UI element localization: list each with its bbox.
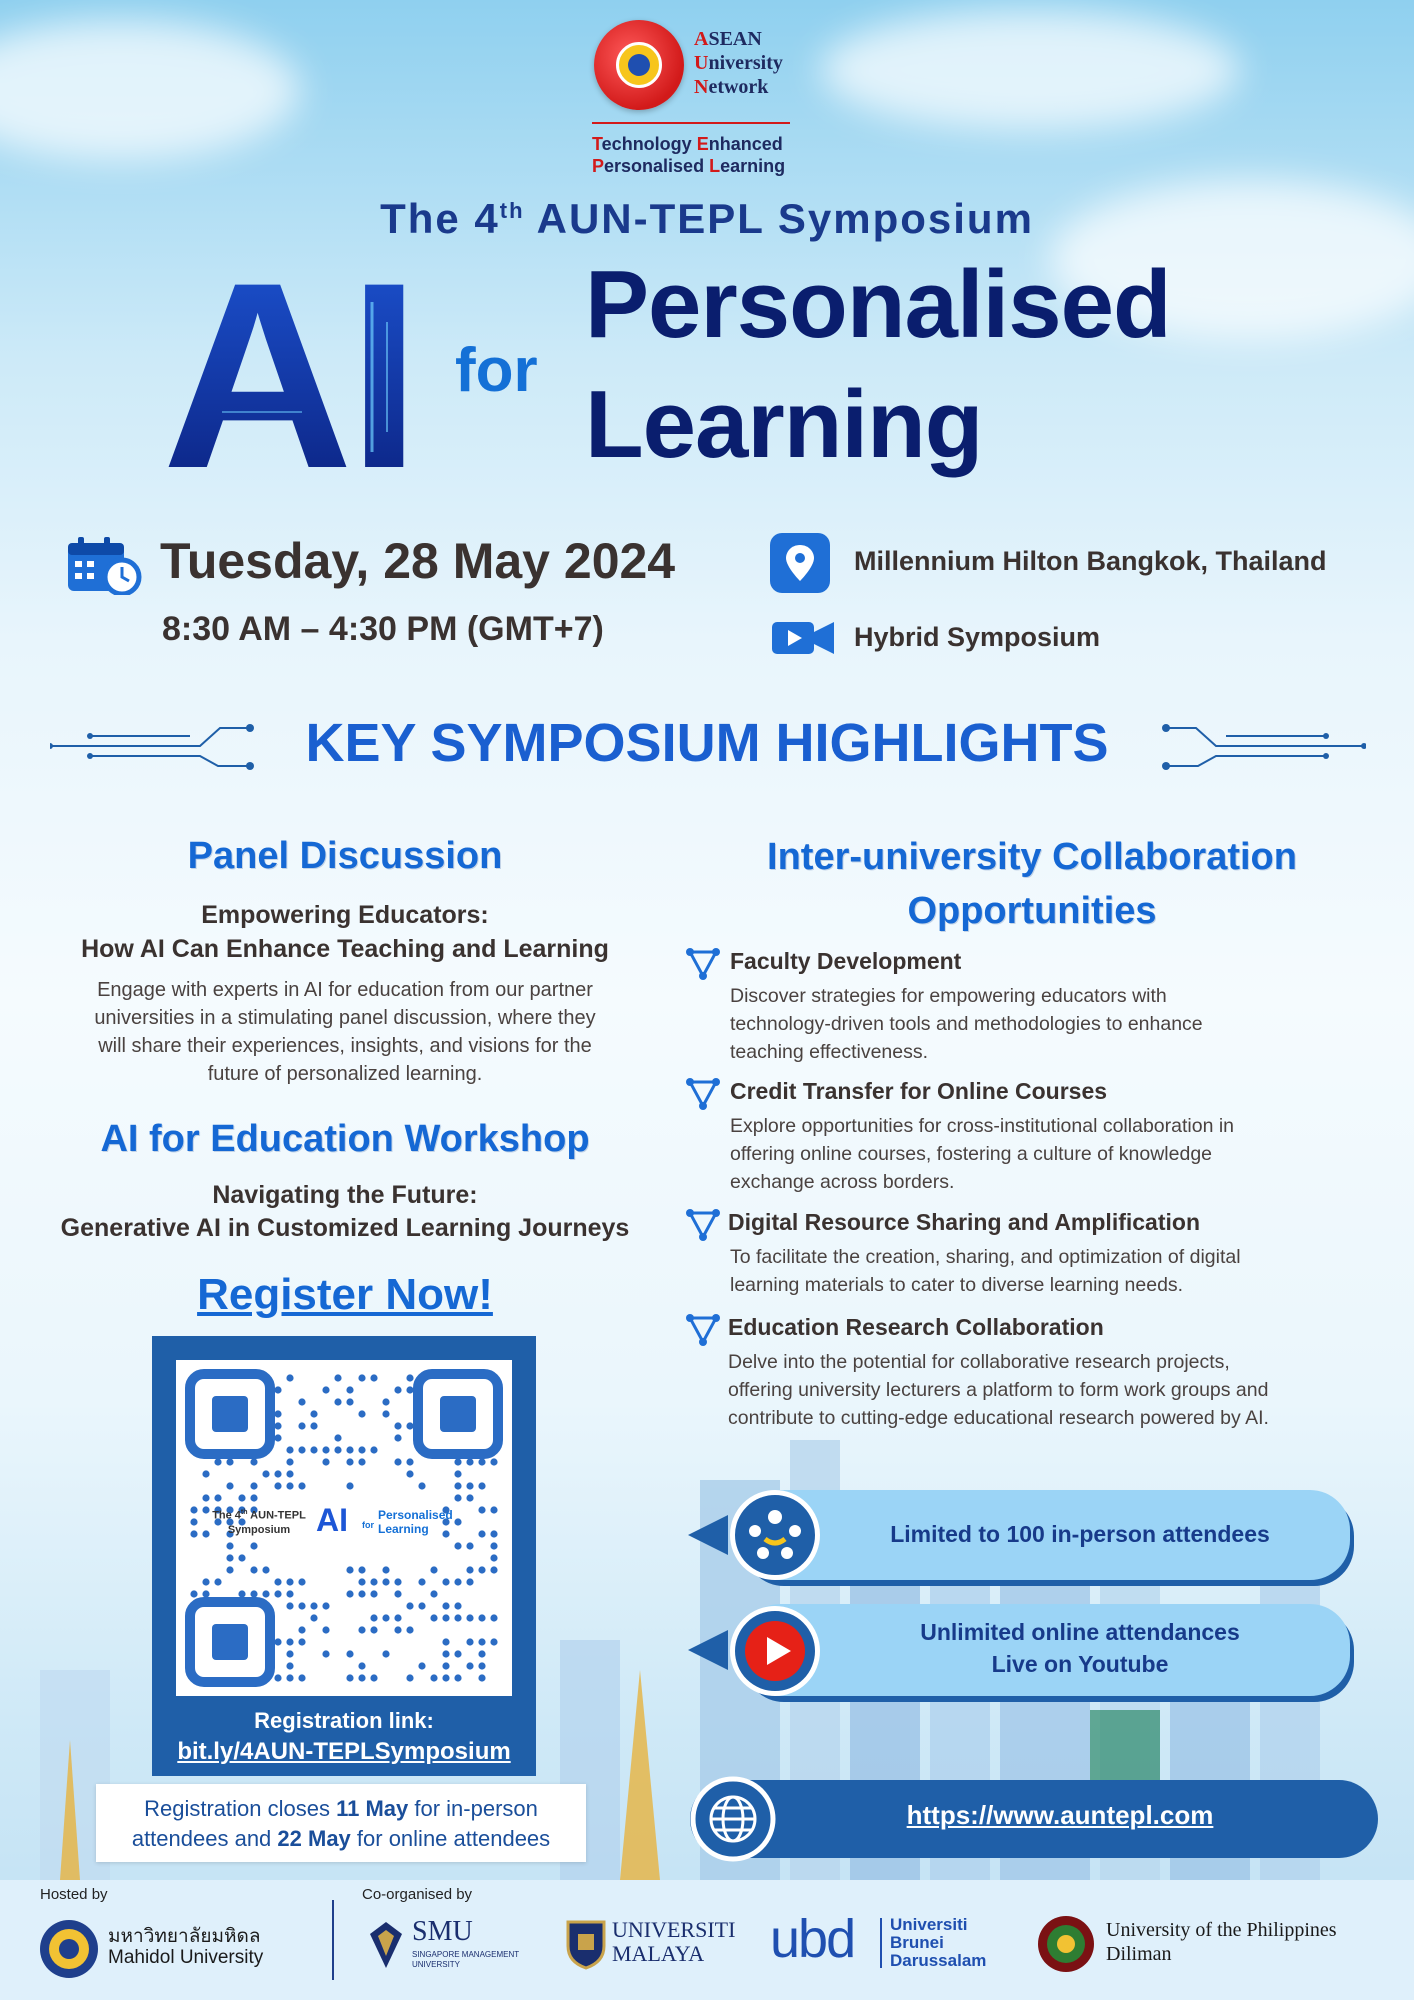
qr-module bbox=[226, 1542, 233, 1549]
qr-module bbox=[274, 1578, 281, 1585]
qr-for-label: for bbox=[362, 1520, 374, 1530]
location-pin-icon bbox=[770, 533, 830, 593]
qr-module bbox=[490, 1542, 497, 1549]
qr-module bbox=[442, 1602, 449, 1609]
qr-module bbox=[190, 1530, 197, 1537]
qr-module bbox=[382, 1398, 389, 1405]
qr-module bbox=[430, 1590, 437, 1597]
qr-module bbox=[406, 1422, 413, 1429]
qr-module bbox=[478, 1638, 485, 1645]
pill-pointer bbox=[688, 1630, 728, 1670]
mahidol-university-name: มหาวิทยาลัยมหิดล Mahidol University bbox=[108, 1926, 264, 1968]
qr-module bbox=[334, 1374, 341, 1381]
qr-module bbox=[286, 1662, 293, 1669]
qr-module bbox=[214, 1458, 221, 1465]
registration-link[interactable]: bit.ly/4AUN-TEPLSymposium bbox=[177, 1738, 511, 1765]
qr-module bbox=[358, 1566, 365, 1573]
qr-finder-center bbox=[212, 1396, 248, 1432]
qr-module bbox=[466, 1542, 473, 1549]
smu-subtitle: SINGAPORE MANAGEMENT UNIVERSITY bbox=[412, 1950, 520, 1969]
qr-module bbox=[298, 1626, 305, 1633]
ubd-name: Universiti Brunei Darussalam bbox=[890, 1915, 987, 1970]
logo-text-line3: Network bbox=[694, 76, 769, 98]
qr-module bbox=[298, 1446, 305, 1453]
panel-subtitle-line2: How AI Can Enhance Teaching and Learning bbox=[81, 935, 609, 963]
ubd-logo: ubd bbox=[770, 1909, 855, 1969]
qr-module bbox=[394, 1578, 401, 1585]
qr-module bbox=[478, 1530, 485, 1537]
qr-module bbox=[274, 1386, 281, 1393]
qr-symposium-label: The 4th AUN-TEPL Symposium bbox=[212, 1509, 306, 1536]
qr-module bbox=[274, 1590, 281, 1597]
qr-module bbox=[466, 1578, 473, 1585]
qr-module bbox=[238, 1554, 245, 1561]
qr-module bbox=[382, 1410, 389, 1417]
qr-module bbox=[430, 1674, 437, 1681]
tepl-text-line2: Personalised Learning bbox=[592, 156, 786, 176]
qr-module bbox=[202, 1578, 209, 1585]
qr-module bbox=[454, 1482, 461, 1489]
mahidol-seal-icon bbox=[38, 1918, 100, 1980]
collab-item-body: Delve into the potential for collaborative research projects, offering university lecturers a platform to form work groups and contribute to cutting-edge educational research powered by AI. bbox=[728, 1351, 1269, 1429]
qr-module bbox=[370, 1590, 377, 1597]
ubd-divider bbox=[880, 1918, 882, 1968]
qr-module bbox=[454, 1458, 461, 1465]
panel-subtitle-line1: Empowering Educators: bbox=[201, 901, 489, 929]
qr-module bbox=[370, 1626, 377, 1633]
qr-module bbox=[346, 1590, 353, 1597]
qr-module bbox=[322, 1626, 329, 1633]
event-venue: Millennium Hilton Bangkok, Thailand bbox=[854, 546, 1327, 576]
qr-module bbox=[322, 1446, 329, 1453]
qr-module bbox=[454, 1602, 461, 1609]
collab-item-body: To facilitate the creation, sharing, and optimization of digital learning materials to cater to diverse learning needs. bbox=[730, 1246, 1241, 1296]
qr-module bbox=[358, 1410, 365, 1417]
qr-module bbox=[394, 1590, 401, 1597]
qr-module bbox=[442, 1674, 449, 1681]
event-date: Tuesday, 28 May 2024 bbox=[160, 533, 676, 589]
qr-module bbox=[334, 1434, 341, 1441]
qr-module bbox=[454, 1578, 461, 1585]
asean-university-network-logo bbox=[594, 20, 684, 110]
registration-closing-text: Registration closes 11 May for in-person attendees and 22 May for online attendees bbox=[131, 1796, 551, 1851]
qr-module bbox=[406, 1386, 413, 1393]
qr-module bbox=[202, 1590, 209, 1597]
qr-module bbox=[454, 1614, 461, 1621]
qr-module bbox=[286, 1446, 293, 1453]
qr-module bbox=[298, 1674, 305, 1681]
qr-module bbox=[466, 1458, 473, 1465]
collab-item-body: Discover strategies for empowering educators with technology-driven tools and methodologies to enhance teaching effectiveness. bbox=[730, 985, 1203, 1063]
qr-module bbox=[394, 1626, 401, 1633]
qr-module bbox=[226, 1566, 233, 1573]
qr-module bbox=[346, 1566, 353, 1573]
qr-module bbox=[454, 1518, 461, 1525]
qr-module bbox=[478, 1674, 485, 1681]
qr-module bbox=[274, 1638, 281, 1645]
register-now-link[interactable]: Register Now! bbox=[197, 1270, 493, 1319]
qr-module bbox=[226, 1458, 233, 1465]
qr-module bbox=[286, 1602, 293, 1609]
qr-module bbox=[454, 1542, 461, 1549]
qr-module bbox=[490, 1638, 497, 1645]
qr-module bbox=[346, 1398, 353, 1405]
asean-emblem-icon bbox=[616, 42, 662, 88]
qr-module bbox=[346, 1386, 353, 1393]
svg-text:AI: AI bbox=[162, 262, 415, 482]
qr-module bbox=[310, 1422, 317, 1429]
qr-module bbox=[286, 1482, 293, 1489]
workshop-title: AI for Education Workshop bbox=[100, 1118, 590, 1160]
qr-module bbox=[274, 1410, 281, 1417]
ai-big-letters bbox=[162, 262, 452, 482]
qr-module bbox=[418, 1482, 425, 1489]
qr-module bbox=[394, 1458, 401, 1465]
qr-module bbox=[250, 1542, 257, 1549]
qr-module bbox=[466, 1482, 473, 1489]
qr-module bbox=[358, 1590, 365, 1597]
qr-module bbox=[406, 1602, 413, 1609]
qr-finder-center bbox=[440, 1396, 476, 1432]
qr-module bbox=[382, 1614, 389, 1621]
qr-module bbox=[370, 1674, 377, 1681]
qr-module bbox=[250, 1590, 257, 1597]
qr-module bbox=[454, 1674, 461, 1681]
qr-module bbox=[382, 1566, 389, 1573]
qr-module bbox=[298, 1638, 305, 1645]
online-attendance-text: Unlimited online attendances Live on Youtube bbox=[920, 1619, 1240, 1677]
qr-module bbox=[238, 1494, 245, 1501]
qr-module bbox=[466, 1494, 473, 1501]
qr-module bbox=[286, 1374, 293, 1381]
collab-item-title: Digital Resource Sharing and Amplification bbox=[728, 1209, 1200, 1235]
qr-module bbox=[322, 1458, 329, 1465]
qr-finder-center bbox=[212, 1624, 248, 1660]
qr-module bbox=[226, 1554, 233, 1561]
for-word: for bbox=[455, 336, 538, 405]
collab-item-title: Credit Transfer for Online Courses bbox=[730, 1078, 1108, 1104]
qr-module bbox=[202, 1494, 209, 1501]
qr-module bbox=[382, 1650, 389, 1657]
qr-module bbox=[358, 1626, 365, 1633]
network-node-icon bbox=[686, 1078, 720, 1110]
qr-module bbox=[238, 1590, 245, 1597]
network-node-icon bbox=[686, 1209, 720, 1241]
qr-module bbox=[346, 1446, 353, 1453]
qr-module bbox=[286, 1470, 293, 1477]
qr-module bbox=[478, 1650, 485, 1657]
qr-module bbox=[322, 1386, 329, 1393]
qr-module bbox=[370, 1578, 377, 1585]
symposium-title: The 4th AUN-TEPL Symposium bbox=[380, 195, 1034, 242]
registration-qr-code[interactable] bbox=[176, 1360, 512, 1696]
qr-title-label: Personalised Learning bbox=[378, 1508, 453, 1536]
qr-module bbox=[346, 1650, 353, 1657]
qr-module bbox=[394, 1386, 401, 1393]
qr-module bbox=[490, 1458, 497, 1465]
workshop-subtitle-line1: Navigating the Future: bbox=[212, 1181, 478, 1209]
qr-module bbox=[466, 1638, 473, 1645]
registration-link-label: Registration link: bbox=[254, 1708, 434, 1733]
in-person-attendance-text: Limited to 100 in-person attendees bbox=[890, 1521, 1270, 1547]
event-format: Hybrid Symposium bbox=[854, 622, 1101, 652]
qr-module bbox=[454, 1494, 461, 1501]
qr-module bbox=[478, 1662, 485, 1669]
qr-module bbox=[310, 1602, 317, 1609]
qr-module bbox=[262, 1470, 269, 1477]
pill-pointer bbox=[688, 1515, 728, 1555]
qr-module bbox=[334, 1446, 341, 1453]
network-node-icon bbox=[686, 948, 720, 980]
qr-module bbox=[274, 1434, 281, 1441]
qr-module bbox=[466, 1566, 473, 1573]
qr-module bbox=[286, 1590, 293, 1597]
workshop-subtitle-line2: Generative AI in Customized Learning Journeys bbox=[60, 1214, 630, 1242]
title-personalised: Personalised bbox=[585, 251, 1171, 358]
qr-module bbox=[274, 1470, 281, 1477]
qr-ai-label: AI bbox=[316, 1502, 348, 1538]
youtube-play-icon bbox=[730, 1606, 820, 1696]
qr-module bbox=[382, 1578, 389, 1585]
qr-module bbox=[406, 1458, 413, 1465]
qr-module bbox=[190, 1518, 197, 1525]
qr-module bbox=[310, 1446, 317, 1453]
universiti-malaya-crest-icon bbox=[564, 1918, 608, 1970]
cloud bbox=[0, 20, 300, 160]
qr-module bbox=[454, 1470, 461, 1477]
qr-module bbox=[358, 1662, 365, 1669]
collab-item-title: Education Research Collaboration bbox=[728, 1314, 1104, 1340]
qr-module bbox=[442, 1614, 449, 1621]
qr-module bbox=[442, 1638, 449, 1645]
qr-module bbox=[394, 1422, 401, 1429]
collab-item-body: Explore opportunities for cross-institutional collaboration in offering online courses, fostering a culture of knowledge exchange across borders. bbox=[730, 1115, 1235, 1193]
video-camera-icon bbox=[772, 618, 836, 658]
qr-module bbox=[298, 1482, 305, 1489]
qr-module bbox=[466, 1662, 473, 1669]
collab-item-title: Faculty Development bbox=[730, 948, 962, 974]
qr-module bbox=[394, 1614, 401, 1621]
qr-module bbox=[214, 1578, 221, 1585]
qr-module bbox=[226, 1482, 233, 1489]
highlights-heading: KEY SYMPOSIUM HIGHLIGHTS bbox=[305, 713, 1109, 773]
qr-module bbox=[490, 1566, 497, 1573]
qr-module bbox=[394, 1434, 401, 1441]
qr-module bbox=[490, 1530, 497, 1537]
qr-module bbox=[430, 1566, 437, 1573]
qr-module bbox=[442, 1662, 449, 1669]
qr-module bbox=[286, 1458, 293, 1465]
cloud bbox=[820, 10, 1240, 130]
smu-logo-icon bbox=[366, 1920, 406, 1970]
up-diliman-name: University of the Philippines Diliman bbox=[1106, 1919, 1337, 1965]
qr-module bbox=[418, 1602, 425, 1609]
logo-text-line1: ASEAN bbox=[694, 28, 762, 50]
qr-module bbox=[478, 1506, 485, 1513]
panel-description: Engage with experts in AI for education from our partner universities in a stimulating panel discussion, where they will share their experiences, insights, and visions for the future of personalized learning. bbox=[94, 979, 596, 1085]
qr-module bbox=[418, 1662, 425, 1669]
qr-module bbox=[478, 1458, 485, 1465]
up-diliman-seal-icon bbox=[1036, 1914, 1096, 1974]
qr-module bbox=[202, 1470, 209, 1477]
qr-module bbox=[358, 1458, 365, 1465]
qr-module bbox=[322, 1602, 329, 1609]
logo-text-line2: University bbox=[694, 52, 783, 74]
qr-module bbox=[322, 1650, 329, 1657]
qr-module bbox=[370, 1374, 377, 1381]
qr-module bbox=[298, 1422, 305, 1429]
network-node-icon bbox=[686, 1314, 720, 1346]
qr-module bbox=[442, 1650, 449, 1657]
qr-module bbox=[274, 1482, 281, 1489]
smu-name: SMU bbox=[412, 1916, 473, 1947]
qr-module bbox=[490, 1614, 497, 1621]
qr-module bbox=[478, 1614, 485, 1621]
qr-module bbox=[346, 1674, 353, 1681]
qr-module bbox=[358, 1578, 365, 1585]
qr-module bbox=[430, 1614, 437, 1621]
qr-module bbox=[478, 1566, 485, 1573]
qr-module bbox=[310, 1410, 317, 1417]
universiti-malaya-name: UNIVERSITI MALAYA bbox=[612, 1917, 736, 1966]
qr-module bbox=[442, 1578, 449, 1585]
qr-module bbox=[298, 1398, 305, 1405]
circuit-decoration-right bbox=[1156, 718, 1366, 774]
qr-module bbox=[370, 1614, 377, 1621]
qr-module bbox=[286, 1638, 293, 1645]
qr-module bbox=[274, 1674, 281, 1681]
qr-module bbox=[286, 1674, 293, 1681]
qr-module bbox=[250, 1482, 257, 1489]
website-link[interactable]: https://www.auntepl.com bbox=[906, 1800, 1214, 1830]
qr-module bbox=[358, 1674, 365, 1681]
qr-module bbox=[298, 1578, 305, 1585]
qr-module bbox=[358, 1374, 365, 1381]
qr-module bbox=[406, 1374, 413, 1381]
qr-module bbox=[490, 1554, 497, 1561]
panel-discussion-title: Panel Discussion bbox=[187, 835, 503, 877]
qr-module bbox=[370, 1446, 377, 1453]
qr-module bbox=[418, 1578, 425, 1585]
qr-module bbox=[406, 1626, 413, 1633]
qr-module bbox=[346, 1458, 353, 1465]
qr-module bbox=[286, 1578, 293, 1585]
qr-module bbox=[406, 1470, 413, 1477]
qr-module bbox=[250, 1494, 257, 1501]
title-learning: Learning bbox=[585, 371, 983, 478]
qr-module bbox=[286, 1650, 293, 1657]
calendar-clock-icon bbox=[66, 535, 142, 595]
footer-divider bbox=[332, 1900, 334, 1980]
event-time: 8:30 AM – 4:30 PM (GMT+7) bbox=[162, 610, 604, 648]
qr-module bbox=[298, 1602, 305, 1609]
logo-divider bbox=[592, 122, 790, 124]
qr-module bbox=[190, 1506, 197, 1513]
qr-module bbox=[334, 1398, 341, 1405]
qr-module bbox=[274, 1422, 281, 1429]
qr-module bbox=[490, 1506, 497, 1513]
tepl-text-line1: Technology Enhanced bbox=[592, 134, 783, 154]
qr-module bbox=[346, 1482, 353, 1489]
qr-module bbox=[358, 1446, 365, 1453]
qr-module bbox=[406, 1674, 413, 1681]
qr-module bbox=[190, 1590, 197, 1597]
people-handshake-icon bbox=[730, 1490, 820, 1580]
qr-module bbox=[214, 1494, 221, 1501]
hosted-by-label: Hosted by bbox=[40, 1886, 108, 1903]
qr-module bbox=[478, 1482, 485, 1489]
qr-module bbox=[262, 1590, 269, 1597]
qr-module bbox=[466, 1614, 473, 1621]
collaboration-title: Inter-university Collaboration Opportunities bbox=[767, 836, 1297, 932]
qr-module bbox=[262, 1566, 269, 1573]
co-organised-by-label: Co-organised by bbox=[362, 1886, 473, 1903]
qr-module bbox=[310, 1614, 317, 1621]
qr-module bbox=[250, 1458, 257, 1465]
qr-module bbox=[454, 1650, 461, 1657]
qr-module bbox=[250, 1566, 257, 1573]
